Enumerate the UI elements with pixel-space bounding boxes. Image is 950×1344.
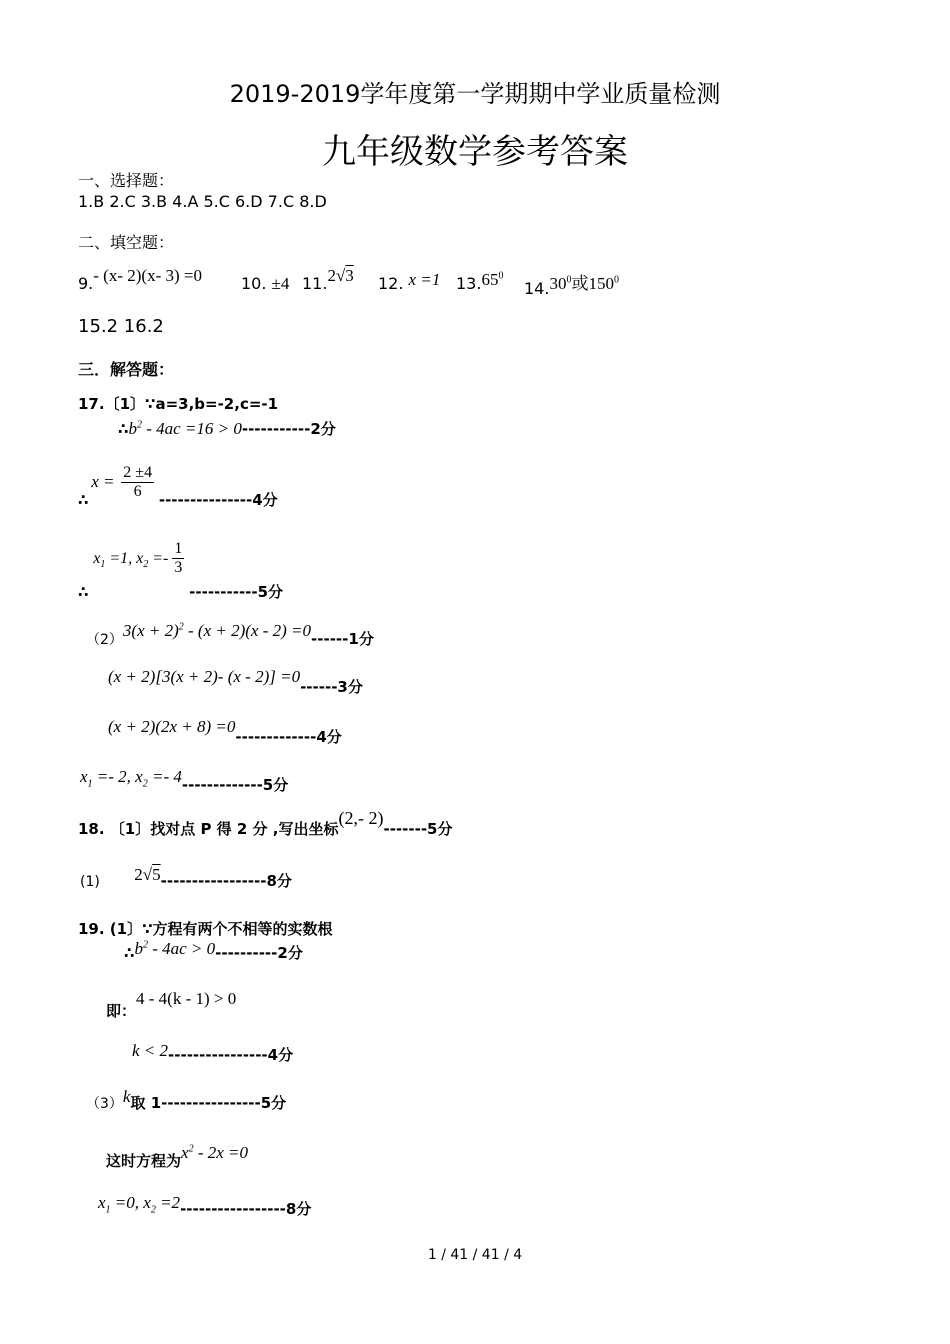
q19-k-range: k < 2----------------4分 [132,1041,294,1064]
q14-row [524,274,619,299]
q10-expr: ±4 [271,274,290,293]
score-marker: -----------------8分 [160,872,292,890]
q15-16-answers: 15.2 16.2 [78,316,164,337]
q10-label: 10. [241,274,267,293]
sqrt-symbol: √ [335,266,346,285]
q12-label: 12. [378,274,404,293]
q18-line1: 18. 〔1〕找对点 P 得 2 分 ,写出坐标(2,- 2)-------5分 [78,808,453,838]
score-marker: 取 1----------------5分 [130,1094,287,1112]
q18-part1: (1) 2√5-----------------8分 [80,865,292,890]
q12-expr: x =1 [408,270,441,289]
q11-coef: 2 [327,266,336,285]
q17-part2-step2: (x + 2)[3(x + 2)- (x - 2)] =0------3分 [108,667,363,696]
q9-label: 9. [78,274,94,293]
q17-discriminant: $\therefore b^2 - 4ac =16 > 0-----------2$分 [118,419,336,438]
score-marker: -----------5分 [189,583,284,601]
section3-heading: 三．解答题： [78,360,175,379]
therefore-symbol: ∴ [78,583,89,601]
q14-or-value-b: 或150 [571,274,614,293]
q19-roots: $x_1 =0$, $x_2 =2-----------------8$分 [98,1193,312,1218]
q13-degree: 0 [498,270,504,282]
q19-part3: （3）k取 1----------------5分 [86,1087,287,1112]
q14-label: 14. [524,279,550,298]
therefore-symbol: ∴ [118,420,129,438]
q11-row [302,266,354,294]
score-marker: -----------------8分 [180,1200,312,1218]
score-marker: -------5分 [383,820,453,838]
q14-degree-a: 0 [566,274,572,286]
q17-line1: 17.〔1〕∵a=3,b=-2,c=-1 [78,395,279,413]
q14-value-a: 30 [549,274,567,293]
score-marker: ---------------4分 [158,491,278,509]
therefore-symbol: ∴ [124,944,135,962]
q17-roots: ∴ $x_1 =1$, $x_2$ =- $\frac{1}{3}$ -----------5分 [78,540,284,601]
q17-solution-formula: ∴ x = $\frac{2 \pm 4}{6}$ ---------------4分 [78,464,278,509]
q14-degree-b: 0 [613,274,619,286]
therefore-symbol: ∴ [78,491,89,509]
sqrt-symbol: √ [142,865,153,884]
q19-equation: 这时方程为$x^2 - 2x =0$ [106,1143,248,1170]
q17-part2-roots: $x_1 =- 2$, $x_2 =- 4-------------5$分 [80,767,289,794]
section2-heading: 二、填空题： [78,233,175,252]
coordinate: (2,- 2) [338,808,384,828]
q9-expr: - (x- 2)(x- 3) =0 [93,266,202,285]
score-marker: -------------4分 [235,728,342,746]
score-marker: ------3分 [300,678,363,696]
section1-answers: 1.B 2.C 3.B 4.A 5.C 6.D 7.C 8.D [78,192,327,211]
q9-row [78,266,202,294]
q17-part2-step1: $(2)3(x + 2)^2 - (x + 2)(x - 2) =0------1$分 [86,621,374,648]
title-line1: 2019-2019学年度第一学期期中学业质量检测 [229,80,721,108]
q19-line1: 19. (1〕∵方程有两个不相等的实数根 [78,920,333,938]
score-marker: -----------2分 [241,420,336,438]
q13-value: 65 [481,270,499,289]
q13-label: 13. [456,274,482,293]
q19-discriminant: $\therefore b^2 - 4ac > 0----------2$分 [124,939,303,962]
title-line2: 九年级数学参考答案 [322,132,628,172]
q11-label: 11. [302,274,328,293]
score-marker: ------1分 [311,630,374,648]
q13-row [456,270,504,294]
fraction: $\frac{2 \pm 4}{6}$ [123,464,153,500]
q19-ji: 即：4 - 4(k - 1) > 0 [106,989,237,1020]
q12-row [378,270,441,294]
score-marker: ----------2分 [215,944,303,962]
q17-part2-step3: (x + 2)(2x + 8) =0-------------4分 [108,717,342,746]
score-marker: ----------------4分 [168,1046,294,1064]
score-marker: -------------5分 [181,776,289,794]
q11-radicand: 3 [345,266,354,285]
q10-row [241,274,289,294]
page-number: 1 / 41 / 41 / 4 [427,1247,523,1263]
section1-heading: 一、选择题： [78,171,175,190]
